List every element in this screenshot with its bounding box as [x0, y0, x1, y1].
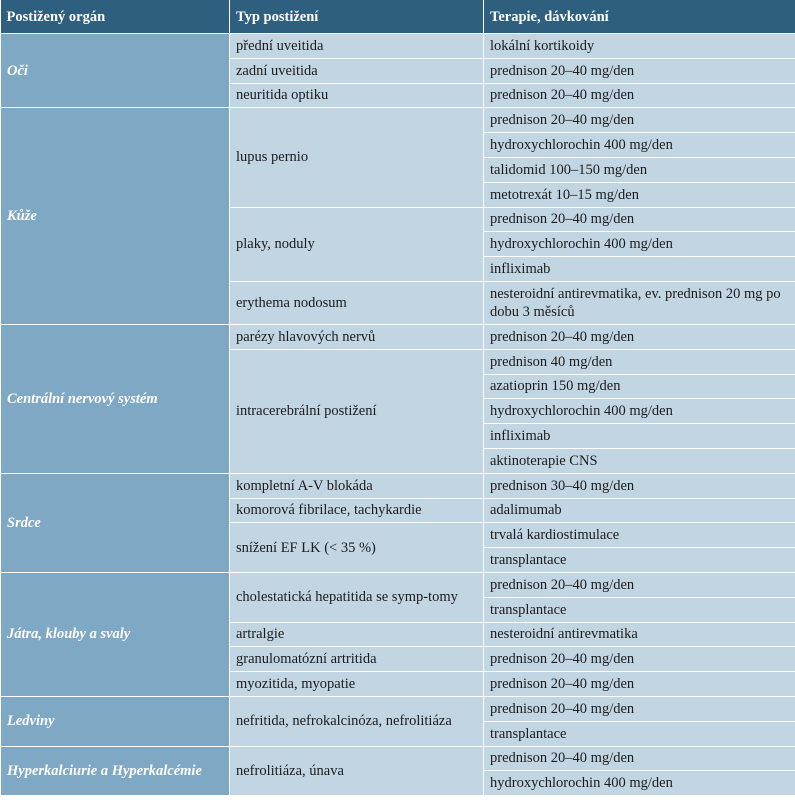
table-body	[1, 34, 795, 796]
therapy-cell: prednison 20–40 mg/den	[484, 746, 795, 771]
therapy-cell: prednison 20–40 mg/den	[484, 572, 795, 597]
therapy-cell: metotrexát 10–15 mg/den	[484, 182, 795, 207]
table-row	[1, 324, 795, 349]
therapy-cell: adalimumab	[484, 498, 795, 523]
therapy-cell: nesteroidní antirevmatika, ev. prednison 20 mg po dobu 3 měsíců	[484, 281, 795, 324]
therapy-cell: hydroxychlorochin 400 mg/den	[484, 399, 795, 424]
table-row	[1, 34, 795, 59]
therapy-cell: lokální kortikoidy	[484, 34, 795, 59]
type-cell: kompletní A-V blokáda	[230, 473, 484, 498]
type-cell: parézy hlavových nervů	[230, 324, 484, 349]
therapy-cell: hydroxychlorochin 400 mg/den	[484, 771, 795, 796]
type-cell: lupus pernio	[230, 108, 484, 207]
therapy-cell: infliximab	[484, 257, 795, 282]
type-cell: plaky, noduly	[230, 207, 484, 281]
table-row	[1, 696, 795, 721]
therapy-cell: transplantace	[484, 721, 795, 746]
organ-cell: Hyperkalciurie a Hyperkalcémie	[1, 746, 230, 796]
therapy-cell: trvalá kardiostimulace	[484, 523, 795, 548]
type-cell: granulomatózní artritida	[230, 647, 484, 672]
therapy-cell: prednison 20–40 mg/den	[484, 696, 795, 721]
table-row	[1, 108, 795, 133]
organ-cell: Centrální nervový systém	[1, 324, 230, 473]
type-cell: erythema nodosum	[230, 281, 484, 324]
header-row	[1, 0, 795, 34]
therapy-cell: aktinoterapie CNS	[484, 448, 795, 473]
therapy-cell: prednison 40 mg/den	[484, 349, 795, 374]
type-cell: nefritida, nefrokalcinóza, nefrolitiáza	[230, 696, 484, 746]
therapy-cell: prednison 20–40 mg/den	[484, 83, 795, 108]
header-therapy: Terapie, dávkování	[484, 0, 795, 34]
table-row	[1, 473, 795, 498]
table-row	[1, 746, 795, 771]
therapy-cell: prednison 20–40 mg/den	[484, 207, 795, 232]
therapy-cell: transplantace	[484, 597, 795, 622]
type-cell: přední uveitida	[230, 34, 484, 59]
therapy-cell: infliximab	[484, 424, 795, 449]
organ-cell: Kůže	[1, 108, 230, 325]
type-cell: intracerebrální postižení	[230, 349, 484, 473]
therapy-cell: prednison 30–40 mg/den	[484, 473, 795, 498]
organ-cell: Ledviny	[1, 696, 230, 746]
type-cell: snížení EF LK (< 35 %)	[230, 523, 484, 573]
therapy-cell: prednison 20–40 mg/den	[484, 647, 795, 672]
type-cell: artralgie	[230, 622, 484, 647]
therapy-cell: prednison 20–40 mg/den	[484, 324, 795, 349]
organ-cell: Srdce	[1, 473, 230, 572]
header-type: Typ postižení	[230, 0, 484, 34]
type-cell: myozitida, myopatie	[230, 672, 484, 697]
therapy-cell: talidomid 100–150 mg/den	[484, 157, 795, 182]
type-cell: nefrolitiáza, únava	[230, 746, 484, 796]
therapy-cell: azatioprin 150 mg/den	[484, 374, 795, 399]
type-cell: cholestatická hepatitida se symp-tomy	[230, 572, 484, 622]
type-cell: neuritida optiku	[230, 83, 484, 108]
organ-cell: Játra, klouby a svaly	[1, 572, 230, 696]
header-organ: Postižený orgán	[1, 0, 230, 34]
therapy-cell: nesteroidní antirevmatika	[484, 622, 795, 647]
type-cell: komorová fibrilace, tachykardie	[230, 498, 484, 523]
therapy-cell: transplantace	[484, 548, 795, 573]
organ-cell: Oči	[1, 34, 230, 108]
therapy-cell: prednison 20–40 mg/den	[484, 108, 795, 133]
therapy-cell: hydroxychlorochin 400 mg/den	[484, 133, 795, 158]
therapy-cell: prednison 20–40 mg/den	[484, 672, 795, 697]
type-cell: zadní uveitida	[230, 58, 484, 83]
table-row	[1, 572, 795, 597]
therapy-cell: hydroxychlorochin 400 mg/den	[484, 232, 795, 257]
therapy-cell: prednison 20–40 mg/den	[484, 58, 795, 83]
